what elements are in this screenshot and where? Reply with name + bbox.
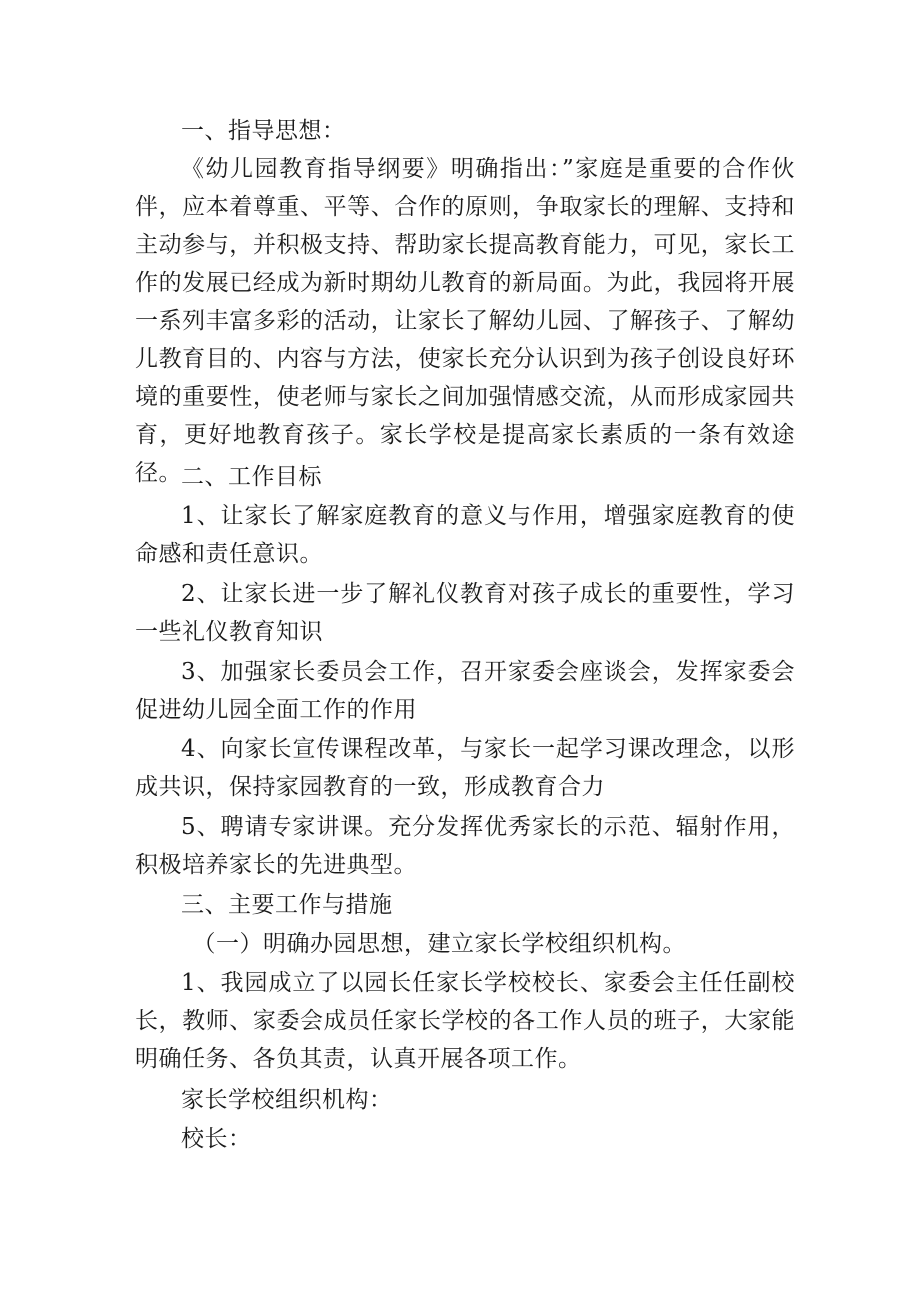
section3-subheading: （一）明确办园思想，建立家长学校组织机构。 [192, 931, 686, 957]
goal-item-3: 3、加强家长委员会工作，召开家委会座谈会，发挥家委会促进幼儿园全面工作的作用 [135, 659, 795, 723]
measure-item-1: 1、我园成立了以园长任家长学校校长、家委会主任任副校长，教师、家委会成员任家长学校的各工作人员的班子，大家能明确任务、各负其责，认真开展各项工作。 [135, 970, 795, 1072]
goal-item-1: 1、让家长了解家庭教育的意义与作用，增强家庭教育的使命感和责任意识。 [135, 503, 795, 567]
principal-label: 校长： [181, 1126, 252, 1152]
section1-heading: 一、指导思想： [181, 118, 346, 144]
goal-item-4: 4、向家长宣传课程改革，与家长一起学习课改理念，以形成共识，保持家园教育的一致，形成教育合力 [135, 736, 795, 800]
section2-heading: 二、工作目标 [181, 464, 322, 490]
goal-item-2: 2、让家长进一步了解礼仪教育对孩子成长的重要性，学习一些礼仪教育知识 [135, 581, 795, 645]
section1-paragraph: 《幼儿园教育指导纲要》明确指出：”家庭是重要的合作伙伴，应本着尊重、平等、合作的原则，争取家长的理解、支持和主动参与，并积极支持、帮助家长提高教育能力，可见，家长工作的发展已经成为新时期幼儿教育的新局面。为此，我园将开展一系列丰富多彩的活动，让家长了解幼儿园、了解孩子、了解幼儿教育目的、内容与方法，使家长充分认识到为孩子创设良好环境的重要性，使老师与家长之间加强情感交流，从而形成家园共育，更好地教育孩子。家长学校是提高家长素质的一条有效途径。 [135, 156, 795, 486]
section3-heading: 三、主要工作与措施 [181, 892, 393, 918]
org-structure-label: 家长学校组织机构： [181, 1087, 393, 1113]
goal-item-5: 5、聘请专家讲课。充分发挥优秀家长的示范、辐射作用，积极培养家长的先进典型。 [135, 814, 795, 878]
